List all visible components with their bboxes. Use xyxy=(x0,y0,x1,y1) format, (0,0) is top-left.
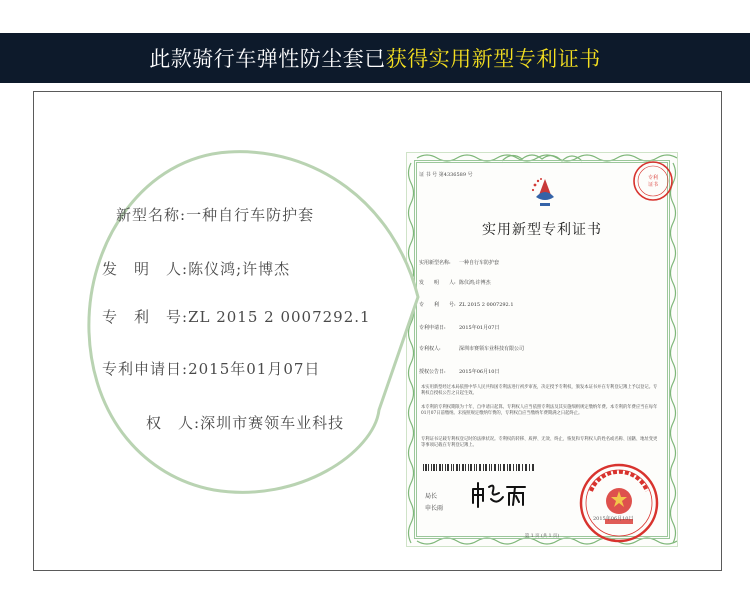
lens-key: 发 明 人: xyxy=(102,260,189,278)
cert-field-key: 授权公告日: xyxy=(419,369,446,375)
cert-field-value: ZL 2015 2 0007292.1 xyxy=(459,302,514,308)
cert-field-value: 2015年06月10日 xyxy=(459,369,500,375)
certificate-title: 实用新型专利证书 xyxy=(482,222,602,238)
lens-value: 一种自行车防护套 xyxy=(186,206,315,224)
signatory-title: 局长 xyxy=(425,493,438,500)
patent-number-line: 证 书 号 第4336589 号 xyxy=(419,172,473,178)
page-number: 第 1 页 (共 1 页) xyxy=(524,534,560,539)
lens-row-patent-number xyxy=(102,306,371,327)
cert-field-key: 专利权人: xyxy=(419,346,441,352)
cert-field-value: 2015年01月07日 xyxy=(459,325,500,331)
svg-text:证书: 证书 xyxy=(647,182,659,188)
cert-field-key: 专利申请日: xyxy=(419,325,446,331)
cert-paragraph: 本实用新型经过本局依照中华人民共和国专利法进行初步审查，决定授予专利权，颁发本证书并在专利登记簿上予以登记。专利权自授权公告之日起生效。 xyxy=(421,385,658,396)
banner-text-white: 此款骑行车弹性防尘套已 xyxy=(149,47,386,71)
certificate-photo-frame xyxy=(33,91,722,571)
lens-row-patentee xyxy=(146,412,344,433)
cert-field-value: 一种自行车防护套 xyxy=(459,260,500,266)
issue-date: 2015年06月10日 xyxy=(593,516,634,522)
lens-row-application-date xyxy=(102,358,320,379)
lens-row-name xyxy=(116,204,314,225)
cert-field-value: 陈仪鸿;许博杰 xyxy=(459,280,491,286)
lens-value: 陈仪鸿;许博杰 xyxy=(188,260,291,278)
lens-value: 深圳市赛领车业科技 xyxy=(200,414,345,432)
lens-key: 专 利 号: xyxy=(102,308,189,326)
cert-paragraph: 本专利的专利权期限为十年，自申请日起算。专利权人应当依照专利法及其实施细则规定缴纳年费。本专利的年费应当在每年01月07日前缴纳。未按照规定缴纳年费的，专利权自应当缴纳年费期满之日起终止。 xyxy=(421,405,658,416)
banner-text-highlight: 获得实用新型专利证书 xyxy=(385,47,601,71)
signatory-name: 申长雨 xyxy=(425,505,444,512)
cert-field-key: 发 明 人: xyxy=(419,280,456,286)
lens-row-inventor xyxy=(102,258,290,279)
lens-value: 2015年01月07日 xyxy=(188,360,321,378)
title-banner xyxy=(0,33,750,83)
magnifier-lens-shape xyxy=(34,92,721,570)
lens-value: ZL 2015 2 0007292.1 xyxy=(188,308,371,326)
lens-key: 专利申请日: xyxy=(102,360,189,378)
cert-field-value: 深圳市赛领车业科技有限公司 xyxy=(459,346,525,352)
cert-paragraph: 专利证书记载专利权登记时的法律状况。专利权的转移、质押、无效、终止、恢复和专利权人的姓名或名称、国籍、地址变更等事项记载在专利登记簿上。 xyxy=(421,437,658,448)
lens-key: 权 人: xyxy=(146,414,201,432)
svg-text:专利: 专利 xyxy=(647,175,659,181)
cert-field-key: 专 利 号: xyxy=(419,302,456,308)
lens-key: 新型名称: xyxy=(116,206,187,224)
cert-field-key: 实用新型名称: xyxy=(419,260,451,266)
